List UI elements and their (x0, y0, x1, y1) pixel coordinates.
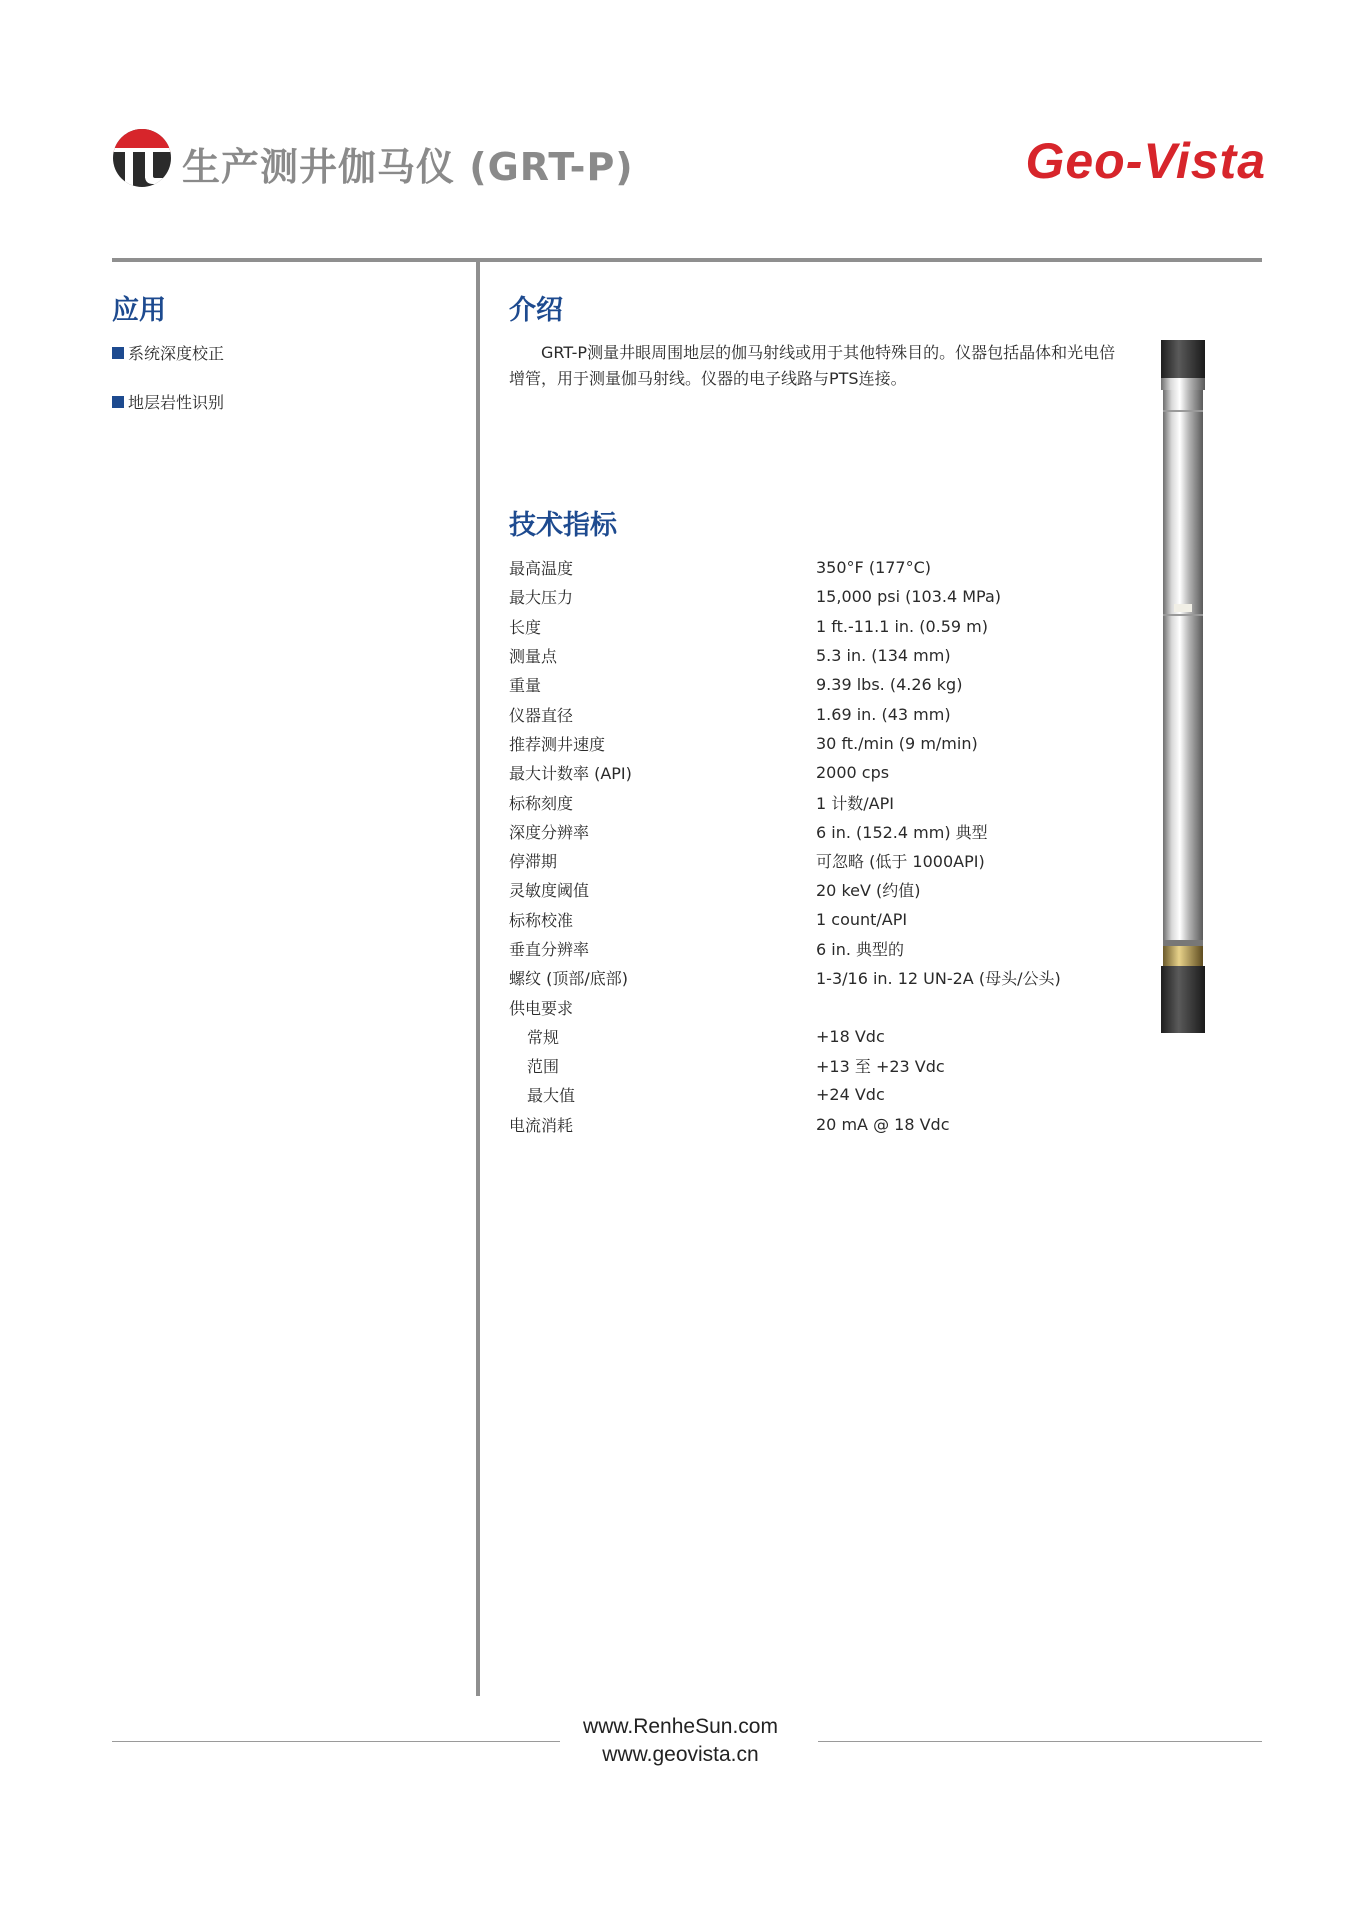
spec-row (509, 553, 1061, 582)
spec-label: 标称刻度 (509, 793, 574, 813)
spec-value: 1.69 in. (43 mm) (816, 704, 951, 724)
top-divider (112, 258, 1262, 262)
spec-label: 垂直分辨率 (509, 940, 590, 959)
spec-row (509, 875, 1061, 904)
footer-rule-right (818, 1741, 1262, 1742)
application-item (112, 390, 224, 413)
spec-label: 范围 (527, 1057, 560, 1077)
document-title: 生产测井伽马仪 (GRT-P) (182, 145, 634, 189)
spec-value: 1-3/16 in. 12 UN-2A (母头/公头) (816, 969, 1061, 989)
spec-row (509, 582, 1061, 611)
spec-label: 最高温度 (509, 559, 574, 579)
footer-rule-left (112, 1741, 560, 1742)
spec-value: 1 ft.-11.1 in. (0.59 m) (816, 616, 988, 636)
spec-row (509, 817, 1061, 846)
spec-value: 6 in. 典型的 (816, 940, 905, 959)
application-item (112, 341, 224, 364)
spec-row (509, 905, 1061, 934)
spec-value: +24 Vdc (816, 1085, 885, 1105)
spec-label: 重量 (509, 676, 542, 696)
spec-label: 测量点 (509, 647, 558, 667)
tool-image (1160, 340, 1206, 1033)
spec-row (509, 1080, 1061, 1109)
footer-url-renhesun[interactable]: www.RenheSun.com (583, 1715, 778, 1738)
spec-value: 15,000 psi (103.4 MPa) (816, 587, 1002, 607)
spec-value: 350°F (177°C) (816, 558, 932, 578)
spec-row (509, 670, 1061, 699)
footer-url-geovista[interactable]: www.geovista.cn (602, 1743, 759, 1766)
spec-value: 1 count/API (816, 909, 908, 929)
spec-row (509, 846, 1061, 875)
applications-heading: 应用 (112, 295, 166, 326)
tl-logo-icon (112, 126, 172, 190)
spec-label: 电流消耗 (509, 1115, 574, 1135)
spec-value: 2000 cps (816, 763, 890, 783)
spec-value: 1 计数/API (816, 793, 894, 813)
square-bullet-icon (112, 347, 124, 359)
spec-label: 停滞期 (509, 852, 558, 872)
application-item-label: 地层岩性识别 (128, 393, 225, 412)
spec-value: 20 mA @ 18 Vdc (816, 1114, 950, 1134)
spec-row (509, 758, 1061, 787)
spec-label: 常规 (527, 1027, 560, 1047)
spec-value: 5.3 in. (134 mm) (816, 646, 951, 666)
spec-value: 可忽略 (低于 1000API) (816, 852, 985, 872)
specs-table (509, 553, 1061, 1139)
spec-value: +13 至 +23 Vdc (816, 1057, 945, 1077)
spec-value (816, 992, 1061, 1021)
spec-value: 30 ft./min (9 m/min) (816, 733, 978, 753)
spec-label: 灵敏度阈值 (509, 881, 590, 901)
spec-row (509, 729, 1061, 758)
spec-label: 最大值 (527, 1086, 576, 1106)
introduction-heading: 介绍 (509, 295, 563, 326)
spec-value: +18 Vdc (816, 1026, 885, 1046)
specs-heading: 技术指标 (509, 510, 617, 541)
spec-row (509, 787, 1061, 816)
spec-label: 最大压力 (509, 588, 574, 608)
spec-label: 标称校准 (509, 910, 574, 930)
spec-row (509, 934, 1061, 963)
spec-label: 推荐测井速度 (509, 734, 606, 754)
spec-label: 最大计数率 (API) (509, 764, 632, 784)
square-bullet-icon (112, 396, 124, 408)
application-item-label: 系统深度校正 (128, 344, 225, 363)
introduction-text: GRT-P测量井眼周围地层的伽马射线或用于其他特殊目的。仪器包括晶体和光电倍增管，用于测量伽马射线。仪器的电子线路与PTS连接。 (509, 343, 1116, 388)
brand-logo: Geo-Vista (1025, 133, 1266, 189)
spec-row (509, 612, 1061, 641)
spec-label: 长度 (509, 617, 542, 637)
spec-row (509, 992, 1061, 1021)
spec-row (509, 1051, 1061, 1080)
spec-label: 供电要求 (509, 998, 574, 1018)
spec-value: 6 in. (152.4 mm) 典型 (816, 822, 988, 842)
spec-label: 深度分辨率 (509, 822, 590, 842)
spec-value: 9.39 lbs. (4.26 kg) (816, 675, 963, 695)
spec-row (509, 641, 1061, 670)
spec-row (509, 963, 1061, 992)
column-divider (476, 258, 480, 1696)
spec-label: 螺纹 (顶部/底部) (509, 969, 628, 989)
spec-row (509, 1110, 1061, 1139)
spec-row (509, 699, 1061, 728)
spec-label: 仪器直径 (509, 705, 574, 725)
spec-value: 20 keV (约值) (816, 881, 921, 901)
spec-row (509, 1022, 1061, 1051)
